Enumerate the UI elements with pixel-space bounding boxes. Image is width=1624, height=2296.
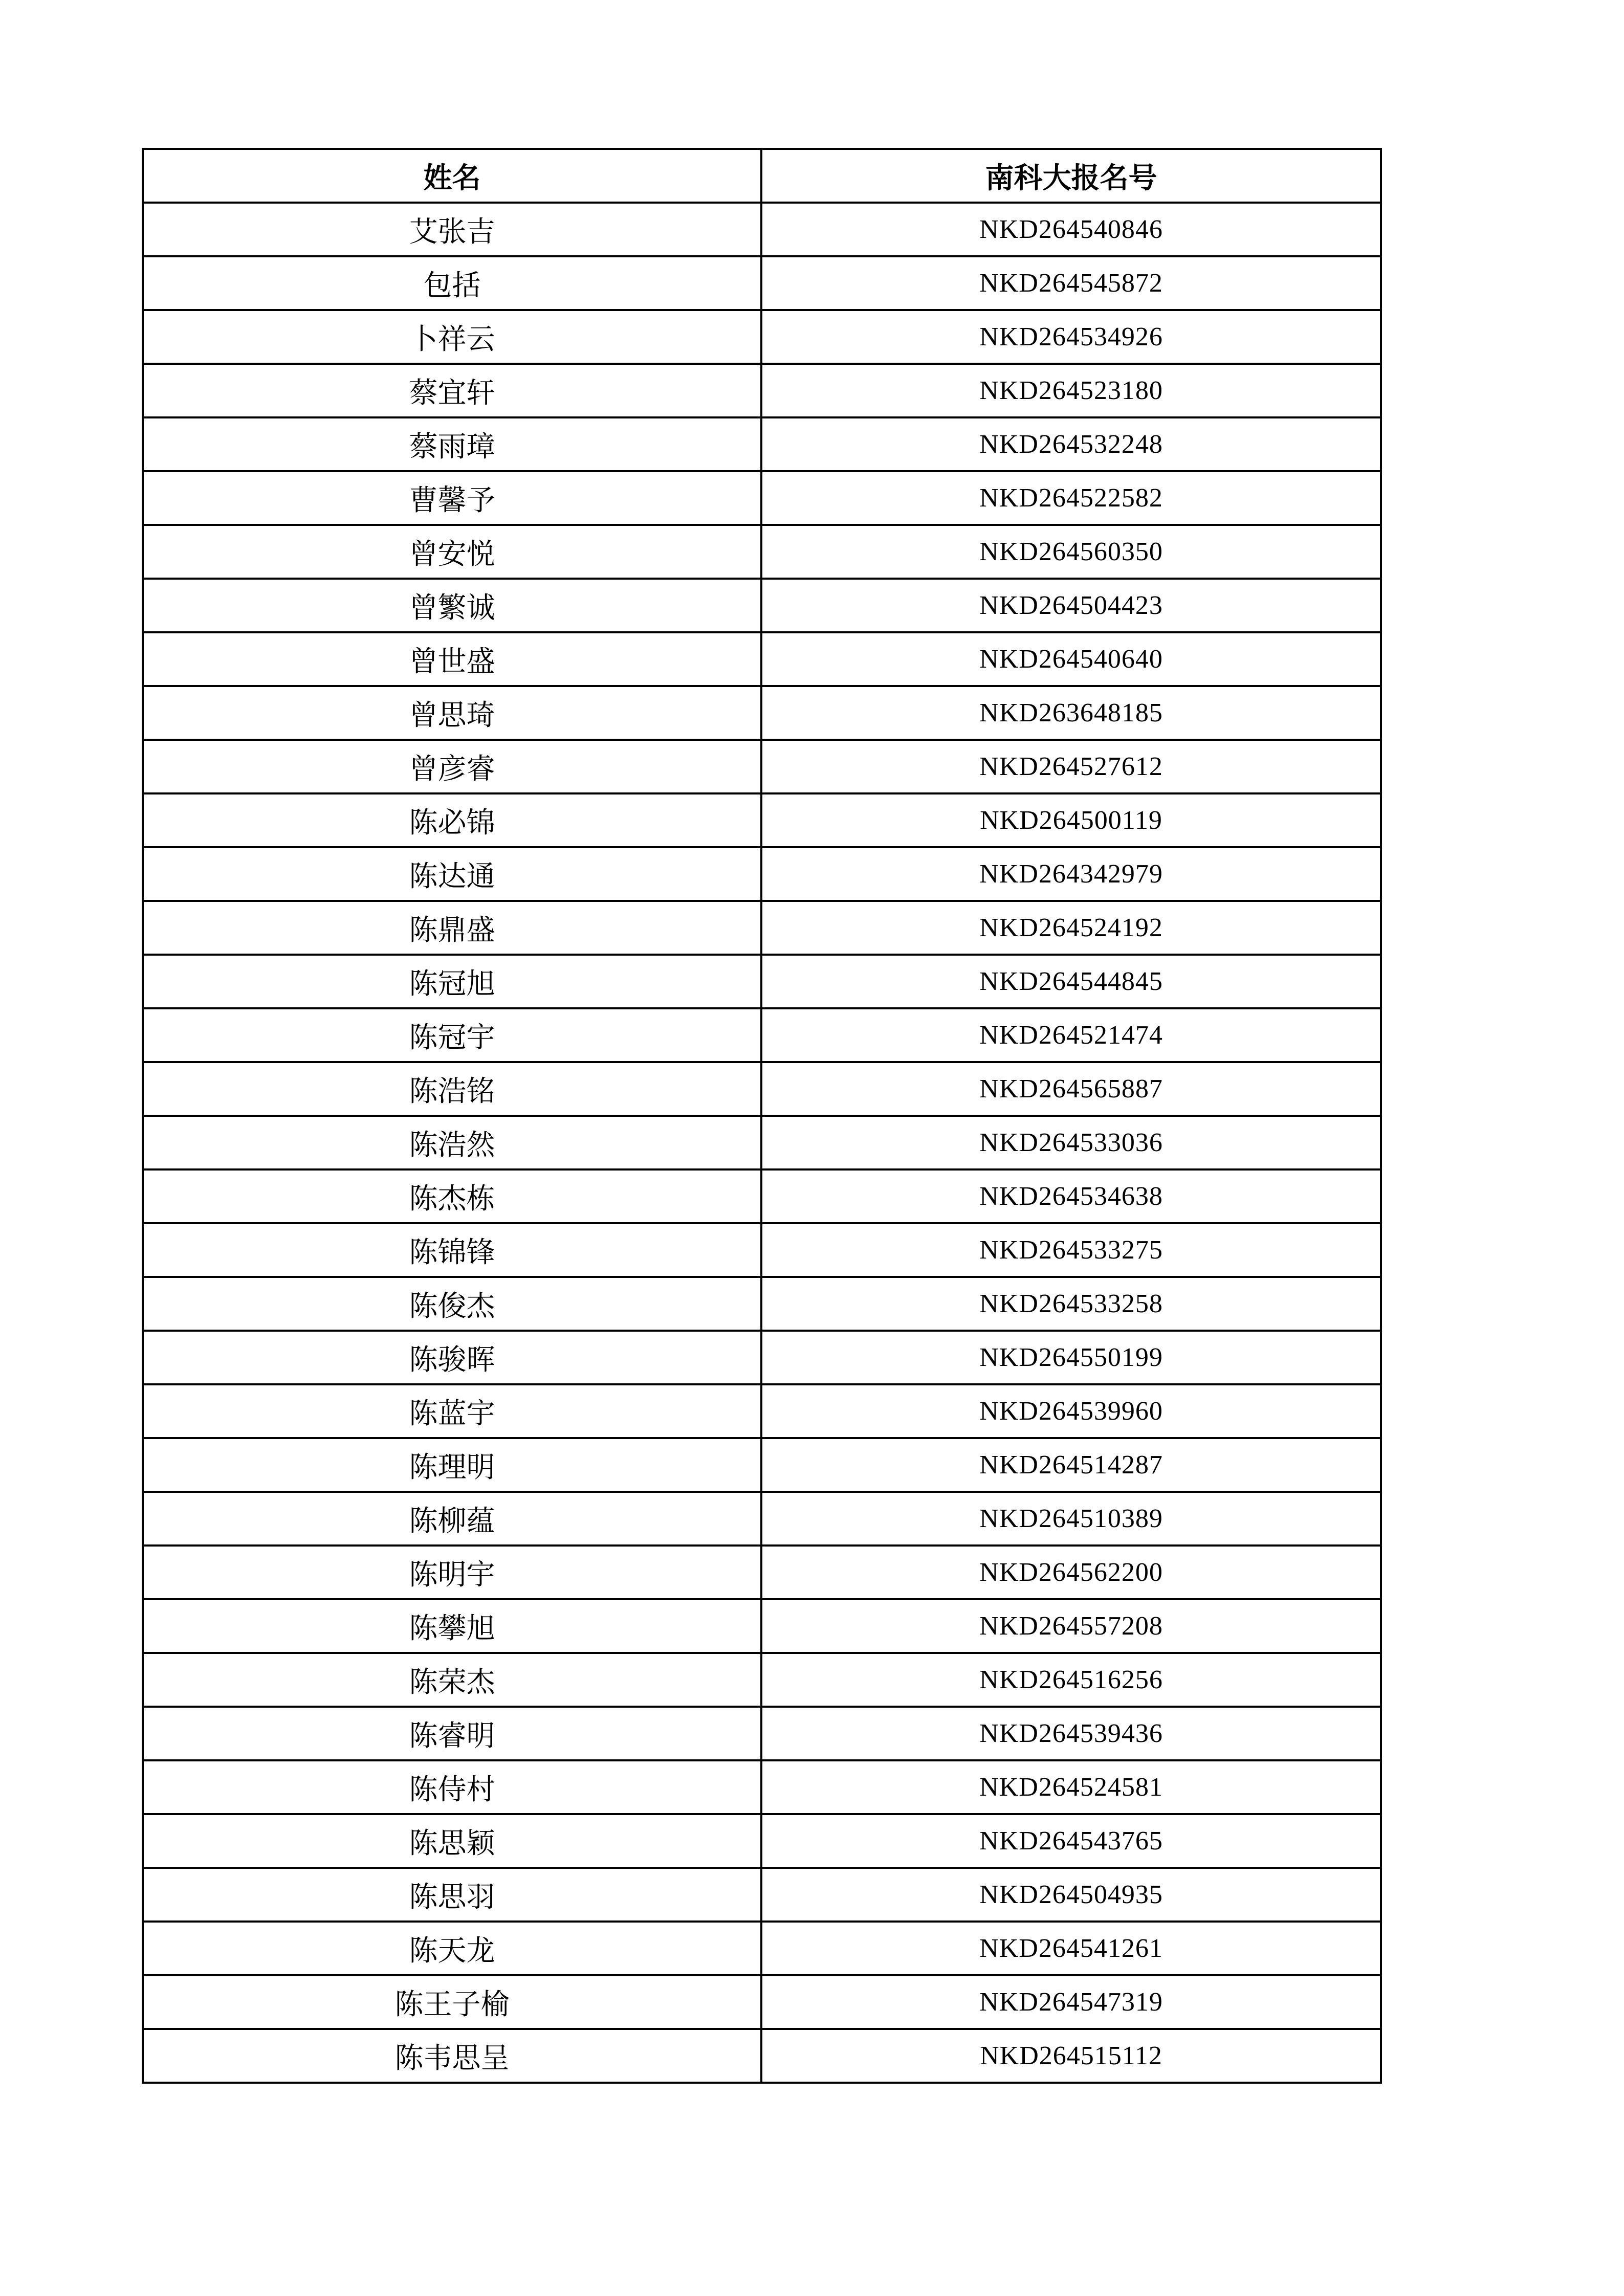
student-name-cell: 陈荣杰 — [143, 1653, 761, 1707]
registration-number-cell: NKD264545872 — [761, 256, 1381, 310]
student-name-cell: 陈思颖 — [143, 1814, 761, 1868]
table-row — [143, 1707, 1381, 1760]
registration-number-cell: NKD264521474 — [761, 1008, 1381, 1062]
registration-number-cell: NKD264504423 — [761, 579, 1381, 632]
registration-number-cell: NKD264532248 — [761, 417, 1381, 471]
registration-number-cell: NKD264534638 — [761, 1169, 1381, 1223]
registration-number-cell: NKD264557208 — [761, 1599, 1381, 1653]
registration-number-cell: NKD264533275 — [761, 1223, 1381, 1277]
registration-number-cell: NKD264544845 — [761, 955, 1381, 1008]
registration-number-cell: NKD264524192 — [761, 901, 1381, 955]
registration-number-cell: NKD264547319 — [761, 1975, 1381, 2029]
registration-number-cell: NKD264523180 — [761, 364, 1381, 417]
student-name-cell: 曾彦睿 — [143, 740, 761, 793]
student-name-cell: 陈天龙 — [143, 1922, 761, 1975]
registration-number-cell: NKD264515112 — [761, 2029, 1381, 2083]
student-name-cell: 陈侍村 — [143, 1760, 761, 1814]
registration-number-cell: NKD264533258 — [761, 1277, 1381, 1331]
registration-number-cell: NKD264539436 — [761, 1707, 1381, 1760]
registration-number-cell: NKD264565887 — [761, 1062, 1381, 1116]
registration-number-cell: NKD264516256 — [761, 1653, 1381, 1707]
table-row — [143, 471, 1381, 525]
student-name-cell: 卜祥云 — [143, 310, 761, 364]
student-name-cell: 蔡宜轩 — [143, 364, 761, 417]
registration-number-cell: NKD264539960 — [761, 1384, 1381, 1438]
table-row — [143, 1922, 1381, 1975]
student-name-cell: 陈思羽 — [143, 1868, 761, 1922]
table-row — [143, 955, 1381, 1008]
table-row — [143, 1169, 1381, 1223]
table-row — [143, 1760, 1381, 1814]
table-header-row — [143, 149, 1381, 203]
student-name-cell: 陈杰栋 — [143, 1169, 761, 1223]
student-name-cell: 陈明宇 — [143, 1546, 761, 1599]
table-row — [143, 310, 1381, 364]
registration-number-cell: NKD264342979 — [761, 847, 1381, 901]
table-row — [143, 203, 1381, 256]
table-row — [143, 1814, 1381, 1868]
student-name-cell: 陈锦锋 — [143, 1223, 761, 1277]
table-row — [143, 1223, 1381, 1277]
student-name-cell: 陈俊杰 — [143, 1277, 761, 1331]
header-registration-number: 南科大报名号 — [761, 149, 1381, 203]
table-row — [143, 1599, 1381, 1653]
table-row — [143, 1438, 1381, 1492]
table-row — [143, 1868, 1381, 1922]
student-name-cell: 曾繁诚 — [143, 579, 761, 632]
table-row — [143, 2029, 1381, 2083]
registration-number-cell: NKD264527612 — [761, 740, 1381, 793]
table-body — [143, 203, 1381, 2083]
registration-number-cell: NKD264500119 — [761, 793, 1381, 847]
table-row — [143, 793, 1381, 847]
student-name-cell: 陈浩铭 — [143, 1062, 761, 1116]
student-name-cell: 陈达通 — [143, 847, 761, 901]
table-row — [143, 364, 1381, 417]
table-row — [143, 1546, 1381, 1599]
table-row — [143, 1492, 1381, 1546]
student-name-cell: 陈鼎盛 — [143, 901, 761, 955]
registration-number-cell: NKD264533036 — [761, 1116, 1381, 1169]
student-name-cell: 陈王子榆 — [143, 1975, 761, 2029]
registration-number-cell: NKD264540640 — [761, 632, 1381, 686]
student-name-cell: 曹馨予 — [143, 471, 761, 525]
student-name-cell: 陈睿明 — [143, 1707, 761, 1760]
student-name-cell: 陈理明 — [143, 1438, 761, 1492]
student-name-cell: 陈蓝宇 — [143, 1384, 761, 1438]
student-name-cell: 曾思琦 — [143, 686, 761, 740]
registration-number-cell: NKD264540846 — [761, 203, 1381, 256]
registration-number-cell: NKD264524581 — [761, 1760, 1381, 1814]
registration-number-cell: NKD264534926 — [761, 310, 1381, 364]
registration-list-sheet — [142, 148, 1380, 2084]
student-name-cell: 陈柳蕴 — [143, 1492, 761, 1546]
table-row — [143, 1062, 1381, 1116]
student-name-cell: 陈冠旭 — [143, 955, 761, 1008]
table-row — [143, 417, 1381, 471]
student-name-cell: 艾张吉 — [143, 203, 761, 256]
registration-number-cell: NKD264550199 — [761, 1331, 1381, 1384]
table-row — [143, 740, 1381, 793]
table-row — [143, 1331, 1381, 1384]
student-name-cell: 包括 — [143, 256, 761, 310]
table-row — [143, 1008, 1381, 1062]
registration-number-cell: NKD263648185 — [761, 686, 1381, 740]
student-name-cell: 陈浩然 — [143, 1116, 761, 1169]
registration-number-cell: NKD264541261 — [761, 1922, 1381, 1975]
student-name-cell: 蔡雨璋 — [143, 417, 761, 471]
registration-number-cell: NKD264522582 — [761, 471, 1381, 525]
table-row — [143, 579, 1381, 632]
registration-number-cell: NKD264560350 — [761, 525, 1381, 579]
registration-number-cell: NKD264562200 — [761, 1546, 1381, 1599]
registration-number-cell: NKD264510389 — [761, 1492, 1381, 1546]
table-row — [143, 1384, 1381, 1438]
header-name: 姓名 — [143, 149, 761, 203]
table-row — [143, 256, 1381, 310]
table-row — [143, 632, 1381, 686]
table-row — [143, 1277, 1381, 1331]
student-name-cell: 曾世盛 — [143, 632, 761, 686]
table-row — [143, 1653, 1381, 1707]
student-name-cell: 陈攀旭 — [143, 1599, 761, 1653]
student-name-cell: 陈韦思呈 — [143, 2029, 761, 2083]
registration-number-cell: NKD264514287 — [761, 1438, 1381, 1492]
table-row — [143, 525, 1381, 579]
registration-table — [142, 148, 1382, 2084]
table-row — [143, 847, 1381, 901]
table-row — [143, 686, 1381, 740]
student-name-cell: 陈必锦 — [143, 793, 761, 847]
table-row — [143, 1975, 1381, 2029]
student-name-cell: 陈骏晖 — [143, 1331, 761, 1384]
student-name-cell: 曾安悦 — [143, 525, 761, 579]
student-name-cell: 陈冠宇 — [143, 1008, 761, 1062]
registration-number-cell: NKD264504935 — [761, 1868, 1381, 1922]
table-row — [143, 1116, 1381, 1169]
registration-number-cell: NKD264543765 — [761, 1814, 1381, 1868]
table-row — [143, 901, 1381, 955]
